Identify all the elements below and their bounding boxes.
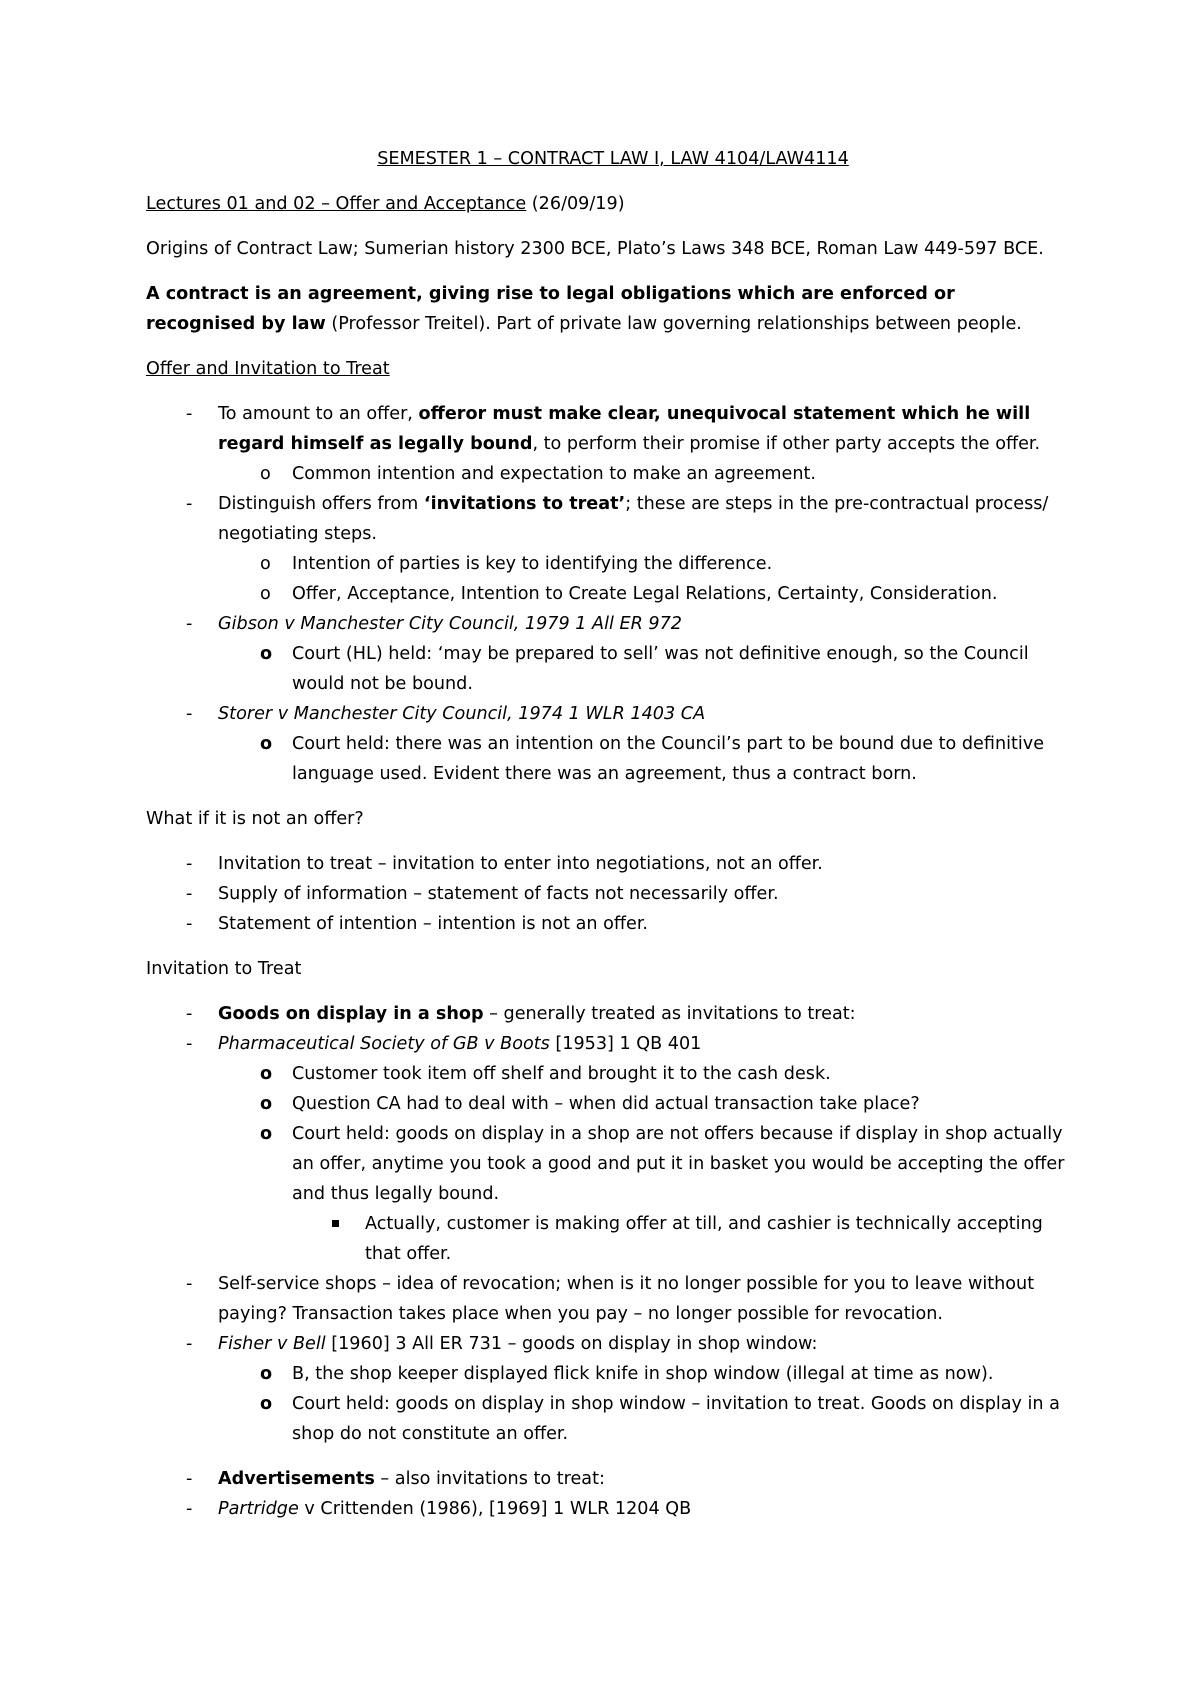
item-text: Court held: there was an intention on the Council’s part to be bound due to definitive language used. Evident there was an agreement, thus a contract born. <box>292 734 1045 784</box>
definition-rest: (Professor Treitel). Part of private law governing relationships between people. <box>325 314 1022 334</box>
lecture-heading-line <box>146 189 1066 219</box>
case-name: Gibson v Manchester City Council, 1979 1 All ER 972 <box>218 614 682 634</box>
list-item <box>146 399 1066 459</box>
bold-circle-bullet: o <box>260 734 273 754</box>
list-item <box>146 579 1066 609</box>
item-text: Intention of parties is key to identifying the difference. <box>292 554 773 574</box>
item-text: To amount to an offer, <box>218 404 419 424</box>
item-text: Court held: goods on display in a shop are not offers because if display in shop actually an offer, anytime you took a good and put it in basket you would be accepting the offer and thus legally bound. <box>292 1124 1065 1204</box>
list-item <box>146 909 1066 939</box>
dash-bullet: - <box>186 1034 193 1054</box>
dash-bullet: - <box>186 1274 193 1294</box>
item-text: Court (HL) held: ‘may be prepared to sell’ was not definitive enough, so the Council would not be bound. <box>292 644 1029 694</box>
document-title: SEMESTER 1 – CONTRACT LAW I, LAW 4104/LAW4114 <box>377 149 849 169</box>
invitation-list <box>146 999 1066 1524</box>
section-heading-not-offer: What if it is not an offer? <box>146 809 364 829</box>
item-text: – generally treated as invitations to treat: <box>483 1004 856 1024</box>
item-text: Statement of intention – intention is not an offer. <box>218 914 649 934</box>
item-bold: ‘invitations to treat’ <box>423 494 626 514</box>
list-item <box>146 699 1066 729</box>
item-text: Customer took item off shelf and brought it to the cash desk. <box>292 1064 831 1084</box>
list-item <box>146 999 1066 1029</box>
bold-circle-bullet: o <box>260 644 273 664</box>
case-name: Fisher v Bell <box>218 1334 326 1354</box>
item-text: Self-service shops – idea of revocation; when is it no longer possible for you to leave without paying? Transaction takes place when you pay – no longer possible for revocation. <box>218 1274 1035 1324</box>
item-bold: Goods on display in a shop <box>218 1004 484 1024</box>
bold-circle-bullet: o <box>260 1124 273 1144</box>
case-name: Partridge <box>218 1499 299 1519</box>
section-heading-invitation: Invitation to Treat <box>146 959 302 979</box>
item-text: – also invitations to treat: <box>374 1469 605 1489</box>
dash-bullet: - <box>186 1334 193 1354</box>
list-item <box>146 1089 1066 1119</box>
list-item <box>146 729 1066 789</box>
list-item <box>146 639 1066 699</box>
bold-circle-bullet: o <box>260 1094 273 1114</box>
item-bold: offeror must make clear, unequivocal statement which he will regard himself as legally bound <box>218 404 1031 454</box>
dash-bullet: - <box>186 884 193 904</box>
dash-bullet: - <box>186 1499 193 1519</box>
spacer <box>146 1449 1066 1464</box>
definition-paragraph <box>146 279 1066 339</box>
item-text: ; these are steps in the pre-contractual process/ negotiating steps. <box>218 494 1049 544</box>
list-item <box>146 879 1066 909</box>
item-bold: Advertisements <box>218 1469 375 1489</box>
list-item <box>146 609 1066 639</box>
list-item <box>146 1389 1066 1449</box>
list-item <box>146 1464 1066 1494</box>
list-item <box>146 1209 1066 1269</box>
offer-list <box>146 399 1066 789</box>
item-text: Common intention and expectation to make an agreement. <box>292 464 817 484</box>
case-name: Storer v Manchester City Council, 1974 1 WLR 1403 CA <box>218 704 706 724</box>
dash-bullet: - <box>186 704 193 724</box>
dash-bullet: - <box>186 494 193 514</box>
case-citation: v Crittenden (1986), [1969] 1 WLR 1204 QB <box>298 1499 692 1519</box>
case-name: Pharmaceutical Society of GB v Boots <box>218 1034 550 1054</box>
case-citation: [1953] 1 QB 401 <box>549 1034 702 1054</box>
dash-bullet: - <box>186 404 193 424</box>
list-item <box>146 1029 1066 1059</box>
case-citation: [1960] 3 All ER 731 – goods on display in shop window: <box>325 1334 818 1354</box>
list-item <box>146 1329 1066 1359</box>
dash-bullet: - <box>186 614 193 634</box>
bold-circle-bullet: o <box>260 1064 273 1084</box>
list-item <box>146 1359 1066 1389</box>
definition-bold: A contract is an agreement, giving rise to legal obligations which are enforced or recognised by law <box>146 284 955 334</box>
item-text: B, the shop keeper displayed flick knife in shop window (illegal at time as now). <box>292 1364 994 1384</box>
item-text: Actually, customer is making offer at till, and cashier is technically accepting that offer. <box>365 1214 1043 1264</box>
list-item <box>146 1059 1066 1089</box>
dash-bullet: - <box>186 1469 193 1489</box>
circle-bullet: o <box>260 464 271 484</box>
item-text: Distinguish offers from <box>218 494 424 514</box>
square-bullet-icon <box>332 1220 339 1227</box>
document-page <box>146 144 1066 1539</box>
item-text: Invitation to treat – invitation to enter into negotiations, not an offer. <box>218 854 823 874</box>
list-item <box>146 849 1066 879</box>
item-text: Supply of information – statement of facts not necessarily offer. <box>218 884 779 904</box>
section-heading-offer: Offer and Invitation to Treat <box>146 359 390 379</box>
item-text: Question CA had to deal with – when did actual transaction take place? <box>292 1094 920 1114</box>
list-item <box>146 1119 1066 1209</box>
item-text: , to perform their promise if other party accepts the offer. <box>532 434 1041 454</box>
origins-paragraph: Origins of Contract Law; Sumerian history 2300 BCE, Plato’s Laws 348 BCE, Roman Law 449-597 BCE. <box>146 239 1044 259</box>
dash-bullet: - <box>186 854 193 874</box>
dash-bullet: - <box>186 1004 193 1024</box>
dash-bullet: - <box>186 914 193 934</box>
lecture-date: (26/09/19) <box>526 194 625 214</box>
list-item <box>146 1269 1066 1329</box>
circle-bullet: o <box>260 584 271 604</box>
list-item <box>146 489 1066 549</box>
list-item <box>146 1494 1066 1524</box>
not-offer-list <box>146 849 1066 939</box>
item-text: Offer, Acceptance, Intention to Create Legal Relations, Certainty, Consideration. <box>292 584 998 604</box>
list-item <box>146 549 1066 579</box>
circle-bullet: o <box>260 554 271 574</box>
list-item <box>146 459 1066 489</box>
lecture-heading: Lectures 01 and 02 – Offer and Acceptance <box>146 194 527 214</box>
item-text: Court held: goods on display in shop window – invitation to treat. Goods on display in a shop do not constitute an offer. <box>292 1394 1060 1444</box>
bold-circle-bullet: o <box>260 1364 273 1384</box>
bold-circle-bullet: o <box>260 1394 273 1414</box>
